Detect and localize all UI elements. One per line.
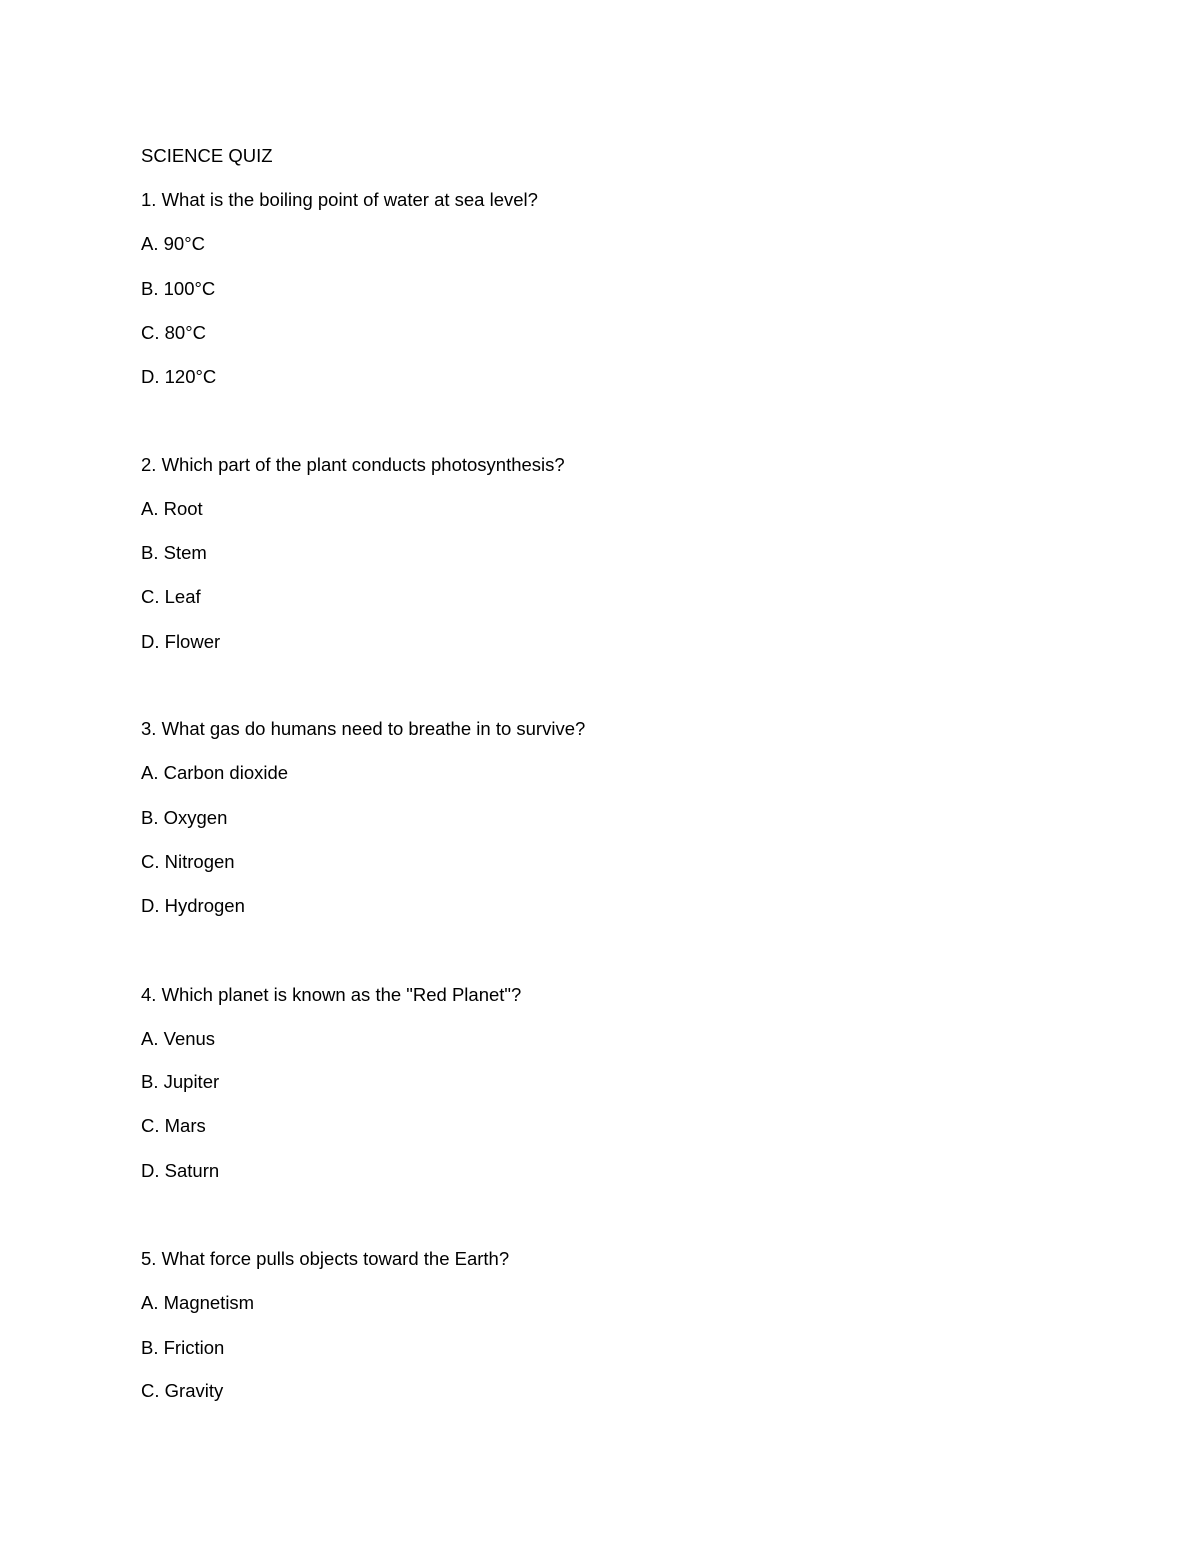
question-2-option-d: D. Flower: [141, 631, 221, 652]
question-5-option-b: B. Friction: [141, 1337, 225, 1358]
question-4-option-c: C. Mars: [141, 1115, 206, 1136]
question-2-option-c: C. Leaf: [141, 586, 201, 607]
question-2-option-b: B. Stem: [141, 542, 207, 563]
question-3-option-a: A. Carbon dioxide: [141, 762, 289, 783]
question-1-option-b: B. 100°C: [141, 278, 216, 299]
question-4-option-a: A. Venus: [141, 1028, 216, 1049]
question-4-prompt: 4. Which planet is known as the "Red Planet"?: [141, 984, 522, 1005]
question-2-option-a: A. Root: [141, 498, 203, 519]
question-1-option-d: D. 120°C: [141, 366, 217, 387]
question-2-prompt: 2. Which part of the plant conducts photosynthesis?: [141, 454, 565, 475]
question-4-option-b: B. Jupiter: [141, 1071, 220, 1092]
question-3-option-c: C. Nitrogen: [141, 851, 235, 872]
question-1-option-a: A. 90°C: [141, 233, 205, 254]
question-3-prompt: 3. What gas do humans need to breathe in to survive?: [141, 718, 586, 739]
question-1-prompt: 1. What is the boiling point of water at sea level?: [141, 189, 538, 210]
question-5-option-a: A. Magnetism: [141, 1292, 255, 1313]
question-5-option-c: C. Gravity: [141, 1380, 224, 1401]
question-4-option-d: D. Saturn: [141, 1160, 220, 1181]
question-1-option-c: C. 80°C: [141, 322, 206, 343]
document-title: SCIENCE QUIZ: [141, 145, 273, 166]
question-3-option-d: D. Hydrogen: [141, 895, 245, 916]
question-5-prompt: 5. What force pulls objects toward the Earth?: [141, 1248, 510, 1269]
question-3-option-b: B. Oxygen: [141, 807, 228, 828]
